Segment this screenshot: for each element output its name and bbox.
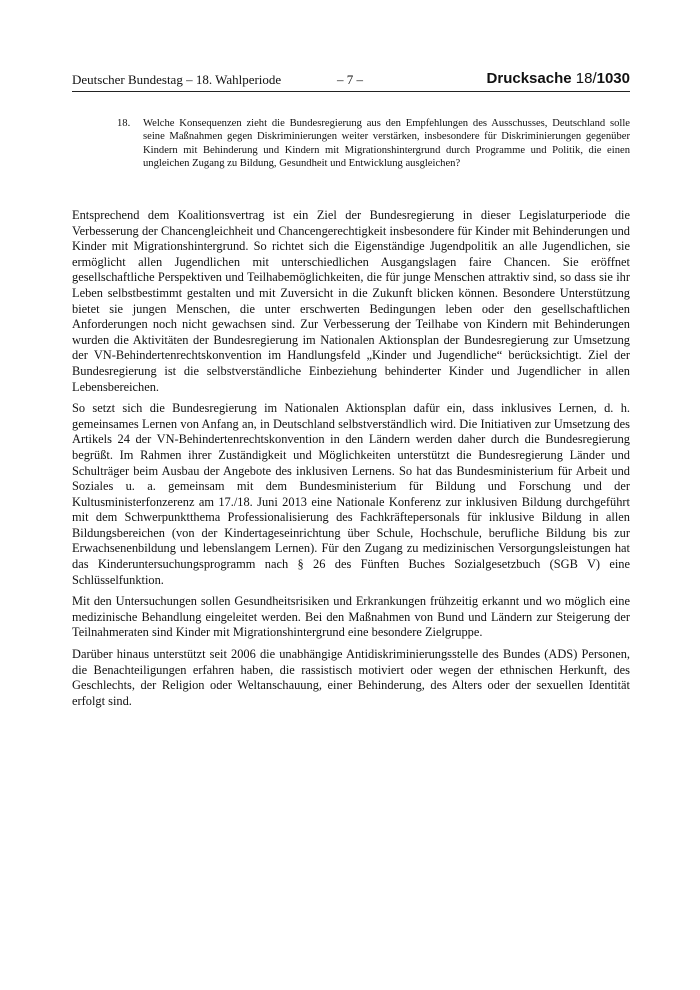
page-header: [72, 70, 630, 90]
question-text: Welche Konsequenzen zieht die Bundesregierung aus den Empfehlungen des Ausschusses, Deutschland solle seine Maßnahmen gegen Diskriminierungen weiter verstärken, insbesondere für Diskriminierungen gegenüber Kindern mit Behinderung und Kindern mit Migrationshintergrund durch Programme und Politik, die einen ungleichen Zugang zu Bildung, Gesundheit und Entwicklung ausgleichen?: [143, 118, 630, 170]
answer-paragraph-4: Darüber hinaus unterstützt seit 2006 die unabhängige Antidiskriminierungsstelle des Bundes (ADS) Personen, die Benachteiligungen erfahren haben, die rassistisch motiviert oder wegen der ethnischen Herkunft, des Geschlechts, der Religion oder Weltanschauung, einer Behinderung, des Alters oder der sexuellen Identität erfolgt sind.: [72, 647, 630, 708]
answer-paragraph-3: Mit den Untersuchungen sollen Gesundheitsrisiken und Erkrankungen frühzeitig erkannt und wo möglich eine medizinische Behandlung eingeleitet werden. Bei den Maßnahmen von Bund und Ländern zur Steigerung der Teilnahmeraten sind Kinder mit Migrationshintergrund eine besondere Zielgruppe.: [72, 594, 630, 640]
answer-paragraph-1: Entsprechend dem Koalitionsvertrag ist ein Ziel der Bundesregierung in dieser Legislaturperiode die Verbesserung der Chancengleichheit und Chancengerechtigkeit insbesondere für Kinder mit Behinderungen und Kinder mit Migrationshintergrund. So richtet sich die Eigenständige Jugendpolitik an alle Jugendlichen, sie ermöglicht allen Jugendlichen mit unterschiedlichen Ausgangslagen faire Chancen. Sie eröffnet gesellschaftliche Perspektiven und Teilhabemöglichkeiten, die für junge Menschen attraktiv sind, so dass sie ihr Leben selbstbestimmt gestalten und mit Zuversicht in die Zukunft blicken können. Besondere Unterstützung bietet sie jungen Menschen, die unter erschwerten Bedingungen leben oder den gesellschaftlichen Anforderungen noch nicht gewachsen sind. Zur Verbesserung der Teilhabe von Kindern mit Behinderungen wurden die Aktivitäten der Bundesregierung im Nationalen Aktionsplan der Bundesregierung zur Umsetzung der VN-Behindertenrechtskonvention im Handlungsfeld „Kinder und Jugendliche“ berücksichtigt. Ziel der Bundesregierung ist die selbstverständliche Einbeziehung behinderter Kinder und Jugendlicher in allen Lebensbereichen.: [72, 208, 630, 394]
question-block: [117, 117, 630, 171]
answer-body: [72, 208, 630, 715]
document-number-value: 1030: [596, 70, 630, 87]
header-publication: Deutscher Bundestag – 18. Wahlperiode: [72, 72, 282, 87]
header-rule: [72, 91, 630, 92]
document-number: [487, 70, 630, 87]
question-number: 18.: [117, 118, 131, 129]
document-number-label: Drucksache: [486, 70, 572, 87]
document-number-prefix: 18/: [575, 70, 597, 87]
answer-paragraph-2: So setzt sich die Bundesregierung im Nationalen Aktionsplan dafür ein, dass inklusives Lernen, d. h. gemeinsames Lernen von Anfang an, in Deutschland selbstverständlich wird. Die Initiativen zur Umsetzung des Artikels 24 der VN-Behindertenrechtskonvention in den Ländern werden daher durch die Bundesregierung begrüßt. Im Rahmen ihrer Zuständigkeit und Möglichkeiten unterstützt die Bundesregierung Länder und Schulträger beim Ausbau der Angebote des inklusiven Lernens. So hat das Bundesministerium für Arbeit und Soziales u. a. gemeinsam mit dem Bundesministerium für Bildung und Forschung und der Kultusministerfonzerenz am 17./18. Juni 2013 eine Nationale Konferenz zur inklusiven Bildung durchgeführt mit dem Schwerpunktthema Professionalisierung des Fachkräftepersonals für inklusive Bildung in allen Bildungsbereichen (von der Kindertageseinrichtung über Schule, Hochschule, berufliche Bildung bis zur Erwachsenenbildung und lebenslangem Lernen). Für den Zugang zu medizinischen Versorgungsleistungen hat das Kinderuntersuchungsprogramm nach § 26 des Fünften Buches Sozialgesetzbuch (SGB V) eine Schlüsselfunktion.: [72, 401, 630, 587]
page-number: – 7 –: [337, 72, 363, 87]
